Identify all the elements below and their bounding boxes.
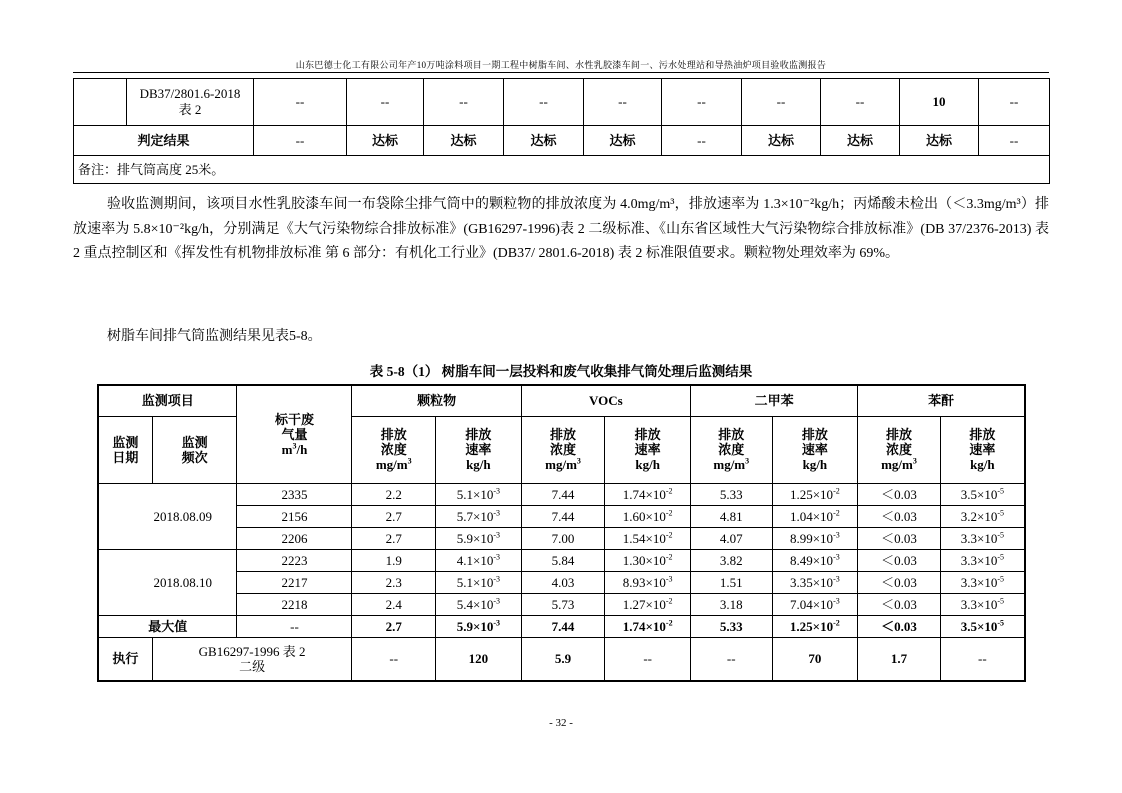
table-cell: 2.7	[352, 505, 436, 527]
table-cell: --	[254, 126, 347, 156]
table-cell: $1.74\times 10^{-2}$	[605, 615, 691, 637]
table-cell: 120	[436, 637, 522, 681]
table-cell: --	[940, 637, 1025, 681]
max-row	[98, 615, 1025, 637]
table-cell: 7.44	[521, 505, 605, 527]
table-cell: $5.1\times 10^{-3}$	[436, 483, 522, 505]
table-cell: 2156	[237, 505, 352, 527]
table-cell: 达标	[900, 126, 979, 156]
table-cell: $5.1\times 10^{-3}$	[436, 571, 522, 593]
table-cell: $5.4\times 10^{-3}$	[436, 593, 522, 615]
table-cell: --	[424, 79, 504, 126]
header-cell: 排放 浓度 $mg/m^3$	[858, 416, 941, 483]
table-cell: --	[605, 637, 691, 681]
header-cell: 排放 速率 kg/h	[436, 416, 522, 483]
header-rule	[73, 72, 1049, 73]
row-label: 最大值	[98, 615, 237, 637]
table-cell: --	[352, 637, 436, 681]
header-cell: 排放 浓度 $mg/m^3$	[691, 416, 773, 483]
monitoring-results-table	[97, 384, 1026, 682]
table-cell: 2335	[237, 483, 352, 505]
header-cell: 监测项目	[98, 385, 237, 416]
table-cell: 3.82	[691, 549, 773, 571]
table-cell: 1.9	[352, 549, 436, 571]
table-cell: --	[691, 637, 773, 681]
table-cell: --	[504, 79, 584, 126]
table-row	[98, 549, 1025, 571]
table-cell: ＜0.03	[858, 527, 941, 549]
paragraph-text: 验收监测期间，该项目水性乳胶漆车间一布袋除尘排气筒中的颗粒物的排放浓度为 4.0mg/m³，排放速率为 1.3×10⁻²kg/h；丙烯酸未检出（＜3.3mg/m³）排放速率为 5.8×10⁻²kg/h，分别满足《大气污染物综合排放标准》(GB16297-1996)表 2 二级标准、《山东省区域性大气污染物综合排放标准》(DB 37/2376-2013) 表 2 重点控制区和《挥发性有机物排放标准 第 6 部分：有机化工行业》(DB37/ 2801.6-2018) 表 2 标准限值要求。颗粒物处理效率为 69%。	[73, 197, 1049, 261]
table-cell: $4.1\times 10^{-3}$	[436, 549, 522, 571]
header-cell: 监测 频次	[152, 416, 237, 483]
table-cell: $1.25\times 10^{-2}$	[772, 483, 858, 505]
table-row	[98, 593, 1025, 615]
standard-cell: DB37/2801.6-2018 表 2	[127, 79, 254, 126]
table-cell: 2.7	[352, 527, 436, 549]
table-cell: $8.93\times 10^{-3}$	[605, 571, 691, 593]
table-cell: $1.27\times 10^{-2}$	[605, 593, 691, 615]
table-note: 备注：排气筒高度 25米。	[74, 156, 1050, 184]
table-row	[98, 505, 1025, 527]
header-cell: 标干废 气量 $m^3/h$	[237, 385, 352, 483]
table-caption: 表 5-8（1） 树脂车间一层投料和废气收集排气筒处理后监测结果	[369, 364, 753, 379]
header-cell: VOCs	[521, 385, 690, 416]
table-cell: 达标	[504, 126, 584, 156]
table-cell: --	[347, 79, 424, 126]
table-row	[74, 126, 1050, 156]
table-cell: 2.2	[352, 483, 436, 505]
table-cell: --	[237, 615, 352, 637]
table-cell: 1.7	[858, 637, 941, 681]
table-cell: 5.9	[521, 637, 605, 681]
table-cell: 10	[900, 79, 979, 126]
table-cell: --	[254, 79, 347, 126]
table-row	[74, 156, 1050, 184]
table-cell: $1.74\times 10^{-2}$	[605, 483, 691, 505]
row-label: 判定结果	[74, 126, 254, 156]
table-cell: --	[742, 79, 821, 126]
table-cell: 2206	[237, 527, 352, 549]
table-cell: --	[584, 79, 662, 126]
date-cell: 2018.08.10	[98, 549, 237, 615]
table-cell: 2218	[237, 593, 352, 615]
table-cell: --	[662, 126, 742, 156]
page-header: 山东巴德士化工有限公司年产10万吨涂料项目一期工程中树脂车间、水性乳胶漆车间一、污水处理站和导热油炉项目验收监测报告	[295, 60, 827, 70]
table-cell: 5.73	[521, 593, 605, 615]
table-cell: 达标	[821, 126, 900, 156]
table-cell: $3.3\times 10^{-5}$	[940, 549, 1025, 571]
date-cell: 2018.08.09	[98, 483, 237, 549]
table-cell: 5.33	[691, 483, 773, 505]
table-cell: 1.51	[691, 571, 773, 593]
table-row	[98, 527, 1025, 549]
table-cell: 4.03	[521, 571, 605, 593]
paragraph-text: 树脂车间排气筒监测结果见表5-8。	[107, 329, 322, 344]
table-cell: $5.9\times 10^{-3}$	[436, 527, 522, 549]
table-cell: $3.3\times 10^{-5}$	[940, 593, 1025, 615]
table-cell: $1.60\times 10^{-2}$	[605, 505, 691, 527]
table-cell: $3.5\times 10^{-5}$	[940, 615, 1025, 637]
table-cell: 7.44	[521, 483, 605, 505]
row-label: 执行	[98, 637, 152, 681]
table-cell: $8.49\times 10^{-3}$	[772, 549, 858, 571]
table-cell: $3.5\times 10^{-5}$	[940, 483, 1025, 505]
table-row	[98, 571, 1025, 593]
table-row	[74, 79, 1050, 126]
table-cell: 70	[772, 637, 858, 681]
table-cell: $1.54\times 10^{-2}$	[605, 527, 691, 549]
table-cell: ＜0.03	[858, 505, 941, 527]
table-cell: $5.7\times 10^{-3}$	[436, 505, 522, 527]
table-cell: 达标	[742, 126, 821, 156]
table-cell: $3.35\times 10^{-3}$	[772, 571, 858, 593]
page-number: - 32 -	[549, 717, 573, 729]
table-cell: $8.99\times 10^{-3}$	[772, 527, 858, 549]
table-cell: $3.3\times 10^{-5}$	[940, 527, 1025, 549]
table-cell: 3.18	[691, 593, 773, 615]
table-cell: 达标	[424, 126, 504, 156]
table-cell: 2223	[237, 549, 352, 571]
table-cell: ＜0.03	[858, 593, 941, 615]
table-cell: $1.04\times 10^{-2}$	[772, 505, 858, 527]
table-cell: 4.81	[691, 505, 773, 527]
header-cell: 二甲苯	[691, 385, 858, 416]
table-header-row	[98, 385, 1025, 416]
header-cell: 排放 速率 kg/h	[605, 416, 691, 483]
standard-result-table	[73, 78, 1050, 184]
table-cell: $3.2\times 10^{-5}$	[940, 505, 1025, 527]
header-cell: 排放 浓度 $mg/m^3$	[352, 416, 436, 483]
table-cell: $3.3\times 10^{-5}$	[940, 571, 1025, 593]
table-cell: --	[821, 79, 900, 126]
header-cell: 排放 浓度 $mg/m^3$	[521, 416, 605, 483]
table-cell: 2217	[237, 571, 352, 593]
table-cell: $1.25\times 10^{-2}$	[772, 615, 858, 637]
header-cell: 颗粒物	[352, 385, 521, 416]
table-cell: 达标	[347, 126, 424, 156]
exec-row	[98, 637, 1025, 681]
table-cell: --	[662, 79, 742, 126]
table-cell: $5.9\times 10^{-3}$	[436, 615, 522, 637]
table-row	[98, 483, 1025, 505]
standard-cell: GB16297-1996 表 2 二级	[152, 637, 352, 681]
table-cell: 4.07	[691, 527, 773, 549]
table-cell: 达标	[584, 126, 662, 156]
table-cell: ＜0.03	[858, 571, 941, 593]
table-cell: $1.30\times 10^{-2}$	[605, 549, 691, 571]
table-cell: ＜0.03	[858, 549, 941, 571]
table-cell: --	[979, 126, 1050, 156]
header-cell: 监测 日期	[98, 416, 152, 483]
table-cell: --	[979, 79, 1050, 126]
table-cell: 7.44	[521, 615, 605, 637]
table-cell: 2.3	[352, 571, 436, 593]
table-cell: ＜0.03	[858, 615, 941, 637]
table-cell: 7.00	[521, 527, 605, 549]
empty-cell	[74, 79, 127, 126]
table-cell: $7.04\times 10^{-3}$	[772, 593, 858, 615]
header-cell: 排放 速率 kg/h	[940, 416, 1025, 483]
table-cell: 2.7	[352, 615, 436, 637]
table-cell: ＜0.03	[858, 483, 941, 505]
header-cell: 排放 速率 kg/h	[772, 416, 858, 483]
table-cell: 5.33	[691, 615, 773, 637]
table-cell: 5.84	[521, 549, 605, 571]
header-cell: 苯酐	[858, 385, 1025, 416]
table-cell: 2.4	[352, 593, 436, 615]
